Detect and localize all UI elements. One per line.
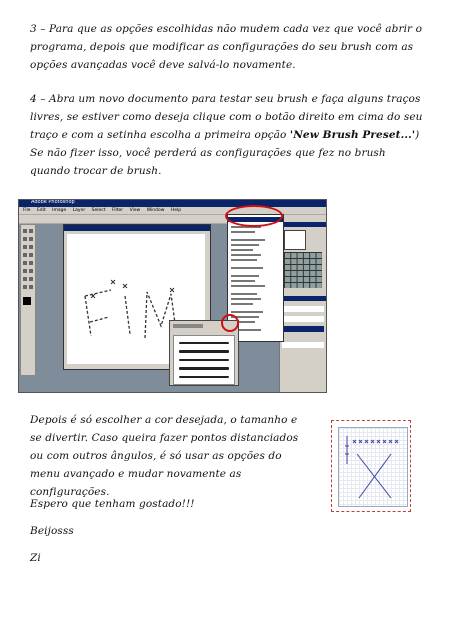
photoshop-screenshot <box>18 199 327 393</box>
ps-window-title: Adobe Photoshop <box>31 199 75 205</box>
ps-menu-view: View <box>129 208 141 213</box>
paragraph-kisses: Beijosss <box>30 525 74 537</box>
paragraph-closing: Espero que tenham gostado!!! <box>30 498 195 510</box>
paragraph-step-5: Depois é só escolher a cor desejada, o tamanho e se divertir. Caso queira fazer pontos distanciados ou com outros ângulos, é só usar as opções do menu avançado e mudar novamente as configurações. <box>30 414 299 498</box>
ps-palettes <box>279 222 326 392</box>
ps-toolbox <box>20 224 36 376</box>
paragraph-step-4 <box>30 90 425 180</box>
red-highlight-circle-arrow <box>221 314 239 332</box>
ps-menu-help: Help <box>170 208 182 213</box>
author-signature: Zi <box>30 552 41 564</box>
paragraph-step-3: 3 – Para que as opções escolhidas não mudem cada vez que você abrir o programa, depois que modificar as configurações do seu brush com as opções avançadas você deve salvá-lo novamente. <box>30 23 423 71</box>
ps-swatches <box>284 252 322 288</box>
ps-menu-filter: Filter <box>111 208 124 213</box>
ps-menu-image: Image <box>52 208 67 213</box>
ps-menu-edit: Edit <box>36 208 46 213</box>
ps-menu-file: File <box>23 208 31 213</box>
p4-text-end: ) Se não fizer isso, você perderá as configurações que fez no brush quando trocar de brush. <box>30 129 420 177</box>
p4-text-bold: 'New Brush Preset...' <box>289 129 416 141</box>
ps-menu-select: Select <box>91 208 106 213</box>
p4-text-start: 4 – Abra um novo documento para testar seu brush e faça alguns traços livres, se estiver como deseja clique com o botão direito em cima do seu traço e com a setinha escolha a primeira opção <box>30 93 423 141</box>
ps-menu-layer: Layer <box>72 208 86 213</box>
ps-title-bar <box>19 200 326 207</box>
ps-menu-window: Window <box>146 208 165 213</box>
red-highlight-circle-menu <box>225 205 283 227</box>
